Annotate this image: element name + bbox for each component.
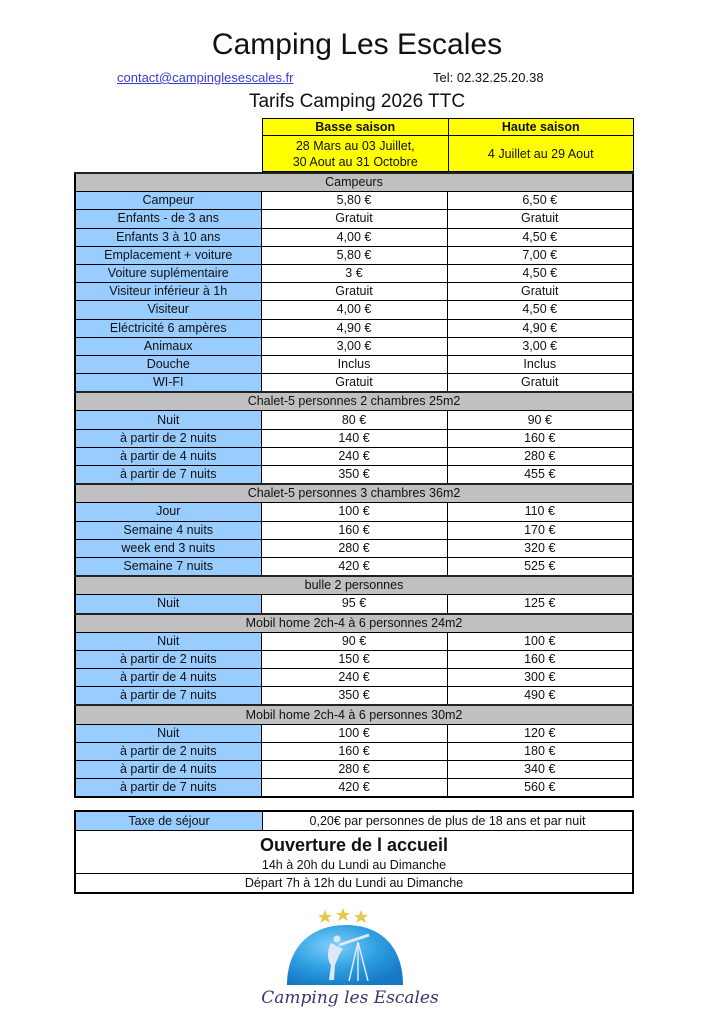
price-row: [75, 228, 633, 246]
price-table: [74, 172, 634, 798]
price-haute-saison: 6,50 €: [447, 192, 633, 210]
price-haute-saison: 160 €: [447, 650, 633, 668]
price-haute-saison: 525 €: [447, 557, 633, 576]
price-row: [75, 503, 633, 521]
price-haute-saison: 280 €: [447, 447, 633, 465]
contact-phone: Tel: 02.32.25.20.38: [433, 70, 544, 85]
price-row: [75, 466, 633, 485]
price-row-label: Jour: [75, 503, 261, 521]
price-row-label: Semaine 7 nuits: [75, 557, 261, 576]
price-row-label: à partir de 4 nuits: [75, 447, 261, 465]
season-name-basse: Basse saison: [263, 119, 449, 136]
price-haute-saison: 90 €: [447, 411, 633, 429]
logo-text: Camping les Escales: [261, 988, 439, 1008]
price-basse-saison: 4,90 €: [261, 319, 447, 337]
price-basse-saison: Gratuit: [261, 283, 447, 301]
price-basse-saison: 160 €: [261, 742, 447, 760]
price-row-label: WI-FI: [75, 374, 261, 393]
price-row: [75, 319, 633, 337]
price-row-label: Animaux: [75, 337, 261, 355]
price-basse-saison: 160 €: [261, 521, 447, 539]
price-basse-saison: 3,00 €: [261, 337, 447, 355]
price-row: [75, 595, 633, 614]
price-row-label: à partir de 7 nuits: [75, 466, 261, 485]
price-row: [75, 724, 633, 742]
price-basse-saison: Gratuit: [261, 374, 447, 393]
dome-icon: [287, 925, 403, 985]
price-basse-saison: 4,00 €: [261, 228, 447, 246]
price-row: [75, 283, 633, 301]
price-row-label: à partir de 2 nuits: [75, 429, 261, 447]
price-table-body: [75, 173, 633, 797]
price-row: [75, 264, 633, 282]
price-row: [75, 447, 633, 465]
tax-value: 0,20€ par personnes de plus de 18 ans et par nuit: [263, 811, 634, 831]
price-basse-saison: 100 €: [261, 724, 447, 742]
price-list-subtitle: Tarifs Camping 2026 TTC: [248, 91, 466, 112]
price-row-label: Enfants - de 3 ans: [75, 210, 261, 228]
price-haute-saison: 4,90 €: [447, 319, 633, 337]
opening-hours: 14h à 20h du Lundi au Dimanche: [261, 858, 447, 872]
season-header-table: [262, 118, 634, 172]
price-row-label: Semaine 4 nuits: [75, 521, 261, 539]
price-haute-saison: 160 €: [447, 429, 633, 447]
price-haute-saison: 3,00 €: [447, 337, 633, 355]
price-basse-saison: 3 €: [261, 264, 447, 282]
star-icon: [336, 908, 350, 921]
section-header-row: [75, 173, 633, 192]
price-haute-saison: 300 €: [447, 669, 633, 687]
price-row: [75, 632, 633, 650]
price-basse-saison: 5,80 €: [261, 246, 447, 264]
price-basse-saison: 350 €: [261, 466, 447, 485]
price-haute-saison: 455 €: [447, 466, 633, 485]
price-basse-saison: 95 €: [261, 595, 447, 614]
price-row-label: Visiteur: [75, 301, 261, 319]
price-haute-saison: 100 €: [447, 632, 633, 650]
price-haute-saison: 4,50 €: [447, 264, 633, 282]
price-haute-saison: 560 €: [447, 779, 633, 798]
section-header-row: [75, 392, 633, 411]
price-basse-saison: 4,00 €: [261, 301, 447, 319]
price-row: [75, 539, 633, 557]
price-haute-saison: Gratuit: [447, 210, 633, 228]
price-row: [75, 521, 633, 539]
price-row-label: Enfants 3 à 10 ans: [75, 228, 261, 246]
price-row-label: à partir de 2 nuits: [75, 650, 261, 668]
opening-title: Ouverture de l accueil: [259, 835, 449, 855]
price-haute-saison: 490 €: [447, 687, 633, 706]
price-haute-saison: 120 €: [447, 724, 633, 742]
price-haute-saison: 180 €: [447, 742, 633, 760]
price-row: [75, 687, 633, 706]
section-title: Chalet-5 personnes 2 chambres 25m2: [75, 392, 633, 411]
price-row: [75, 301, 633, 319]
price-basse-saison: 5,80 €: [261, 192, 447, 210]
camping-logo-graphic: [245, 905, 465, 1015]
section-title: Mobil home 2ch-4 à 6 personnes 24m2: [75, 614, 633, 633]
season-dates-basse: [263, 136, 449, 172]
price-row-label: Eléctricité 6 ampères: [75, 319, 261, 337]
price-basse-saison: 140 €: [261, 429, 447, 447]
price-row: [75, 246, 633, 264]
price-basse-saison: Gratuit: [261, 210, 447, 228]
price-row: [75, 337, 633, 355]
price-basse-saison: 100 €: [261, 503, 447, 521]
price-haute-saison: Inclus: [447, 355, 633, 373]
price-row-label: à partir de 4 nuits: [75, 669, 261, 687]
price-row: [75, 669, 633, 687]
section-title: Chalet-5 personnes 3 chambres 36m2: [75, 484, 633, 503]
price-basse-saison: 420 €: [261, 557, 447, 576]
price-row: [75, 210, 633, 228]
price-haute-saison: 170 €: [447, 521, 633, 539]
departure-row: [75, 874, 633, 894]
price-row-label: Nuit: [75, 632, 261, 650]
opening-cell: [75, 831, 633, 874]
price-basse-saison: 240 €: [261, 447, 447, 465]
price-basse-saison: 150 €: [261, 650, 447, 668]
camping-logo: [245, 905, 465, 1015]
section-title: Campeurs: [75, 173, 633, 192]
price-basse-saison: Inclus: [261, 355, 447, 373]
departure-hours: Départ 7h à 12h du Lundi au Dimanche: [75, 874, 633, 894]
section-title: Mobil home 2ch-4 à 6 personnes 30m2: [75, 705, 633, 724]
star-icon: [318, 910, 332, 923]
price-row-label: à partir de 7 nuits: [75, 779, 261, 798]
price-haute-saison: 320 €: [447, 539, 633, 557]
price-row: [75, 761, 633, 779]
price-row-label: à partir de 2 nuits: [75, 742, 261, 760]
contact-email-link[interactable]: contact@campinglesescales.fr: [117, 70, 294, 85]
season-dates-haute: 4 Juillet au 29 Aout: [448, 136, 634, 172]
tax-row: [75, 811, 633, 831]
season-dates-basse-line2: 30 Aout au 31 Octobre: [292, 154, 418, 169]
price-row: [75, 650, 633, 668]
price-basse-saison: 90 €: [261, 632, 447, 650]
price-row: [75, 374, 633, 393]
price-row-label: Nuit: [75, 724, 261, 742]
price-row-label: Nuit: [75, 411, 261, 429]
price-haute-saison: 4,50 €: [447, 301, 633, 319]
star-icons: [318, 908, 368, 923]
price-row-label: Douche: [75, 355, 261, 373]
price-row-label: Emplacement + voiture: [75, 246, 261, 264]
info-table: [74, 810, 634, 894]
price-basse-saison: 240 €: [261, 669, 447, 687]
page-title: Camping Les Escales: [211, 28, 503, 61]
section-header-row: [75, 484, 633, 503]
price-row: [75, 779, 633, 798]
price-row: [75, 355, 633, 373]
price-haute-saison: 125 €: [447, 595, 633, 614]
price-row-label: Campeur: [75, 192, 261, 210]
price-haute-saison: 7,00 €: [447, 246, 633, 264]
price-row-label: Voiture suplémentaire: [75, 264, 261, 282]
price-basse-saison: 420 €: [261, 779, 447, 798]
price-basse-saison: 80 €: [261, 411, 447, 429]
price-row-label: à partir de 4 nuits: [75, 761, 261, 779]
price-row-label: Visiteur inférieur à 1h: [75, 283, 261, 301]
season-name-haute: Haute saison: [448, 119, 634, 136]
price-haute-saison: Gratuit: [447, 374, 633, 393]
tax-label: Taxe de séjour: [75, 811, 263, 831]
price-row-label: Nuit: [75, 595, 261, 614]
price-basse-saison: 280 €: [261, 539, 447, 557]
price-row: [75, 411, 633, 429]
season-dates-basse-line1: 28 Mars au 03 Juillet,: [295, 138, 415, 153]
price-haute-saison: 110 €: [447, 503, 633, 521]
star-icon: [354, 910, 368, 923]
section-header-row: [75, 576, 633, 595]
section-header-row: [75, 614, 633, 633]
price-row: [75, 192, 633, 210]
price-row: [75, 557, 633, 576]
price-basse-saison: 350 €: [261, 687, 447, 706]
section-title: bulle 2 personnes: [75, 576, 633, 595]
price-row: [75, 742, 633, 760]
price-basse-saison: 280 €: [261, 761, 447, 779]
opening-row: [75, 831, 633, 874]
section-header-row: [75, 705, 633, 724]
price-row-label: à partir de 7 nuits: [75, 687, 261, 706]
price-haute-saison: 340 €: [447, 761, 633, 779]
price-row-label: week end 3 nuits: [75, 539, 261, 557]
price-haute-saison: Gratuit: [447, 283, 633, 301]
price-row: [75, 429, 633, 447]
price-haute-saison: 4,50 €: [447, 228, 633, 246]
